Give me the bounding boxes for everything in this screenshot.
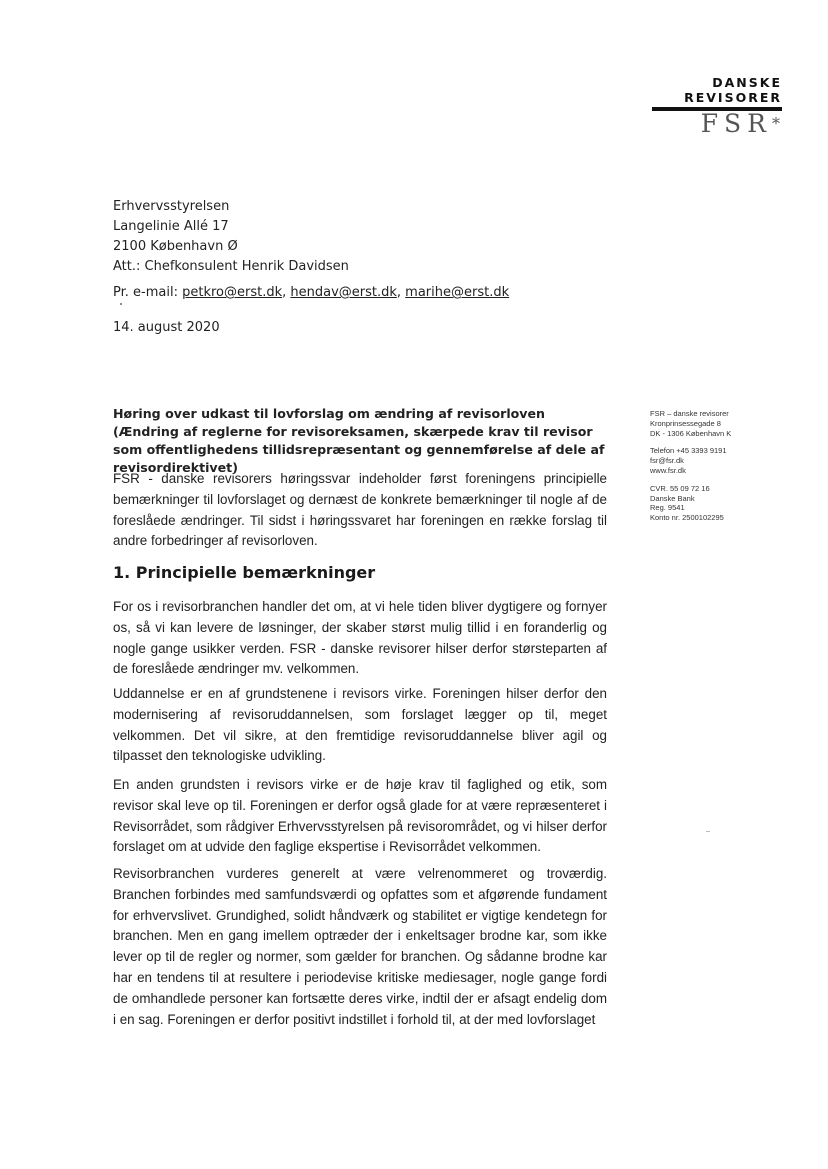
section-paragraph: For os i revisorbranchen handler det om, at vi hele tiden bliver dygtigere og fornyer os, så vi kan levere de løsninger, der skaber størst mulig tillid i en foranderlig og nogle gange usikker verden. FSR - danske revisorer hilser derfor størsteparten af de foreslåede ændringer mv. velkommen. [113,599,607,677]
recipient-att: Att.: Chefkonsulent Henrik Davidsen [113,259,349,274]
logo-star-icon: * [772,114,780,133]
sender-org: FSR – danske revisorer [650,409,729,418]
sender-reg: Reg. 9541 [650,503,685,513]
email-line: Pr. e-mail: petkro@erst.dk, hendav@erst.dk, marihe@erst.dk [113,285,510,300]
sender-info [650,409,760,523]
recipient-street: Langelinie Allé 17 [113,219,229,234]
sender-bank: Danske Bank [650,493,695,503]
sender-phone: Telefon +45 3393 9191 [650,446,727,456]
sender-city: DK - 1306 København K [650,428,732,438]
email-link-marihe[interactable]: marihe@erst.dk [405,285,510,300]
logo-line-danske: DANSKE [712,75,782,90]
email-link-hendav[interactable]: hendav@erst.dk [290,285,397,300]
fsr-logo [652,76,782,136]
logo-line-revisorer: REVISORER [684,90,782,105]
logo-fsr-text: FSR [700,109,772,138]
section-heading: 1. Principielle bemærkninger [113,563,376,582]
sender-account: Konto nr. 2500102295 [650,513,724,523]
sender-street: Kronprinsessegade 8 [650,418,721,428]
logo-line-fsr [652,109,782,138]
intro-paragraph: FSR - danske revisorers høringssvar indeholder først foreningens principielle bemærkninger til lovforslaget og dernæst de konkrete bemærkninger til nogle af de foreslåede ændringer. Til sidst i høringssvaret har foreningen en række forslag til andre forbedringer af revisorloven. [113,471,607,549]
subject-heading: Høring over udkast til lovforslag om ændring af revisorloven (Ændring af reglerne for revisoreksamen, skærpede krav til revisor som offentlighedens tillidsrepræsentant og gennemførelse af dele af revisordirektivet) [113,406,605,475]
recipient-address [113,197,349,277]
section-paragraph: Uddannelse er en af grundstenene i revisors virke. Foreningen hilser derfor den modernisering af revisoruddannelsen, som forslaget lægger op til, meget velkommen. Det vil sikre, at den fremtidige revisoruddannelse bliver agil og tilpasset den teknologiske udvikling. [113,686,607,764]
sender-cvr: CVR. 55 09 72 16 [650,483,710,493]
sender-email: fsr@fsr.dk [650,456,684,466]
section-paragraph: En anden grundsten i revisors virke er de høje krav til faglighed og etik, som revisor skal leve op til. Foreningen er derfor også glade for at være repræsenteret i Revisorrådet, som rådgiver Erhvervsstyrelsen på revisorområdet, og vi hilser derfor forslaget om at udvide den faglige ekspertise i Revisorrådet velkommen. [113,777,607,855]
letter-date: 14. august 2020 [113,320,220,335]
email-prefix: Pr. e-mail: [113,285,178,300]
recipient-name: Erhvervsstyrelsen [113,199,230,214]
recipient-city: 2100 København Ø [113,239,238,254]
scan-speck [706,831,710,832]
section-paragraph: Revisorbranchen vurderes generelt at være velrenommeret og troværdig. Branchen forbindes med samfundsværdi og opfattes som et afgørende fundament for erhvervslivet. Grundighed, solidt håndværk og stabilitet er vigtige kendetegn for branchen. Men en gang imellem optræder der i enkeltsager brodne kar, som ikke lever op til de regler og normer, som gælder for branchen. Og sådanne brodne kar har en tendens til at resultere i periodevise kritiske mediesager, nogle gange fordi de omhandlede personer kan fortsætte deres virke, indtil der er afsagt endelig dom i en sag. Foreningen er derfor positivt indstillet i forhold til, at der med lovforslaget [113,866,607,1027]
email-link-petkro[interactable]: petkro@erst.dk [182,285,283,300]
scan-speck [120,303,122,305]
sender-web: www.fsr.dk [650,465,686,475]
